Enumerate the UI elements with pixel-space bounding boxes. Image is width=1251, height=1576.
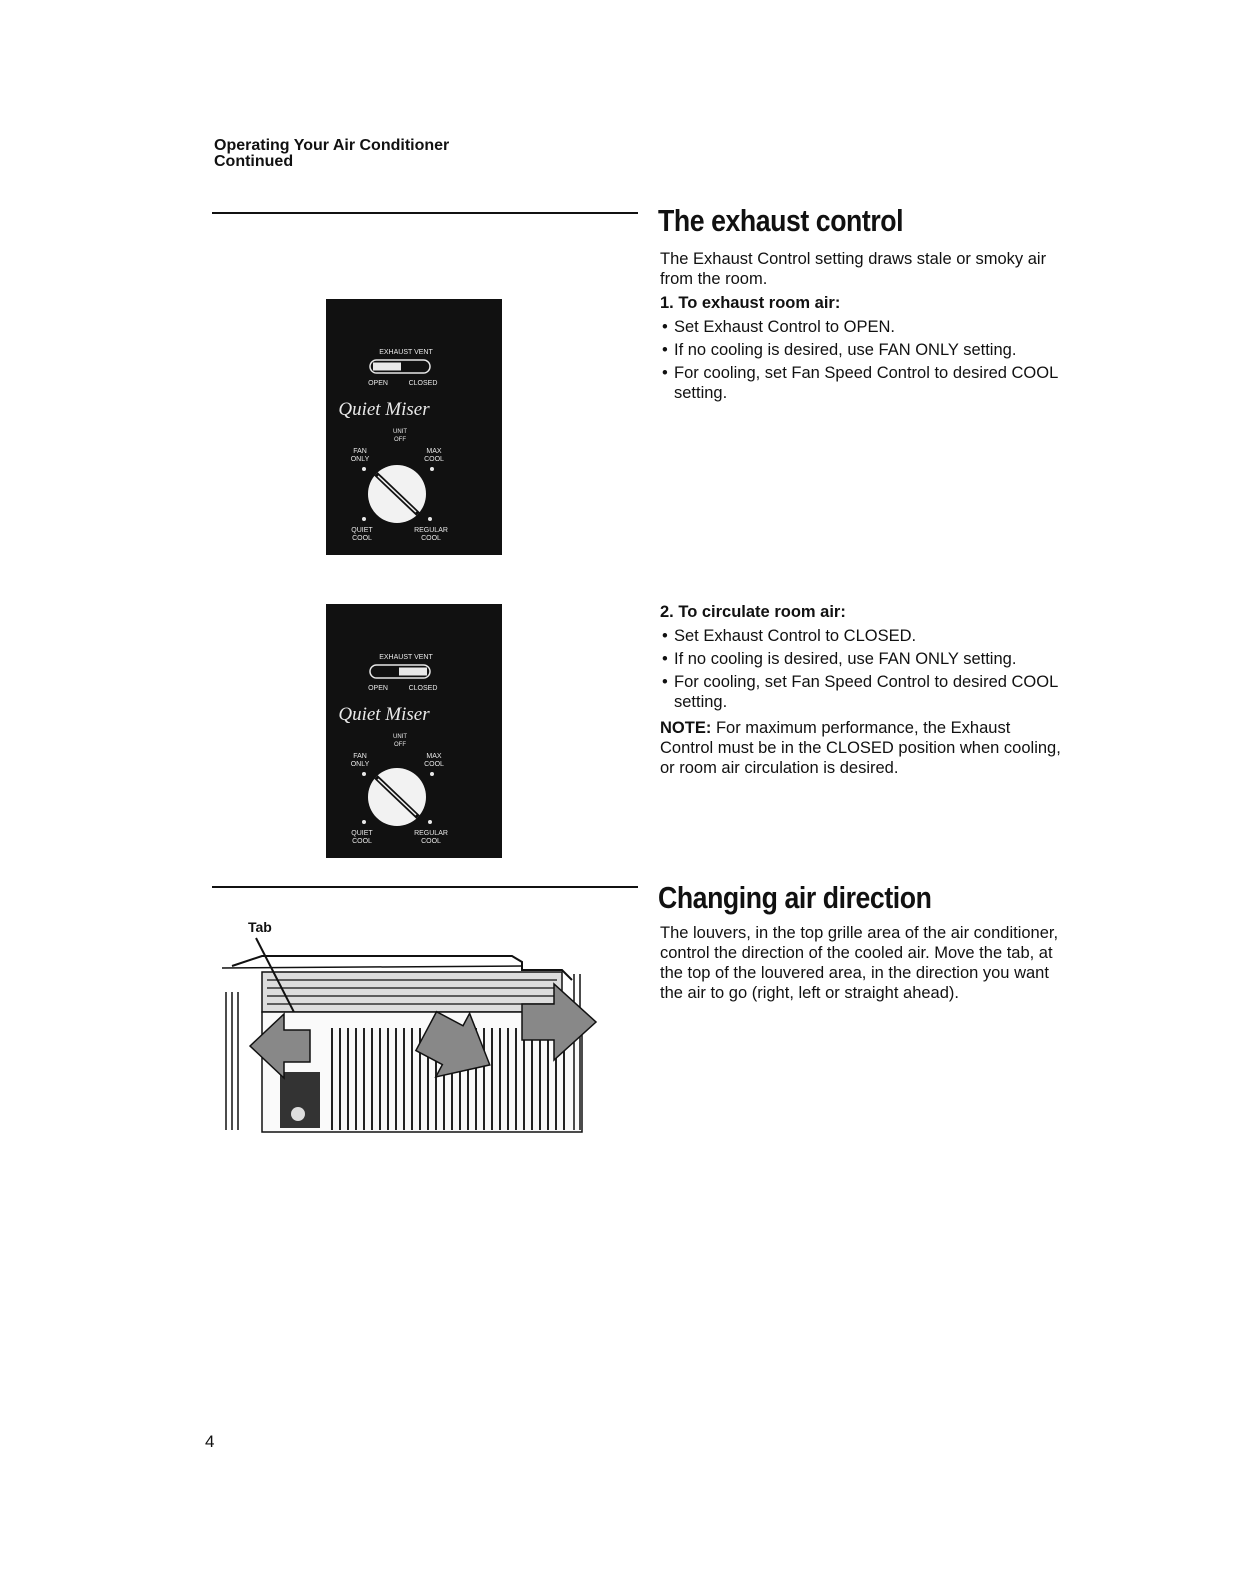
brand-name: Quiet Miser [338, 704, 430, 725]
fan-label: FAN [353, 448, 367, 455]
air-direction-body-block [660, 923, 1060, 1007]
step2-list [660, 626, 1065, 712]
cool-label: COOL [421, 838, 441, 845]
air-direction-body: The louvers, in the top grille area of the air conditioner, control the direction of the cooled air. Move the tab, at the top of the louvered area, in the direction you want the air to go (right, left or straight ahead). [660, 924, 1059, 1002]
vent-slider-knob [399, 668, 427, 676]
cool-label: COOL [421, 535, 441, 542]
exhaust-intro: The Exhaust Control setting draws stale or smoky air from the room. [660, 250, 1047, 288]
section-rule [212, 886, 638, 888]
dot [362, 772, 366, 776]
step2-heading: 2. To circulate room air: [660, 603, 846, 621]
air-direction-title: Changing air direction [658, 880, 932, 915]
unit-label: UNIT [393, 429, 407, 435]
only-label: ONLY [350, 456, 370, 463]
list-item: • For cooling, set Fan Speed Control to desired COOL setting. [660, 672, 1065, 712]
quiet-label: QUIET [351, 527, 373, 534]
list-item: • Set Exhaust Control to OPEN. [660, 317, 1065, 337]
brand-name: Quiet Miser [338, 399, 430, 420]
list-item: • If no cooling is desired, use FAN ONLY setting. [660, 340, 1065, 360]
page-number: 4 [205, 1432, 215, 1451]
dot [362, 517, 366, 521]
vent-label: EXHAUST VENT [379, 654, 433, 661]
step1-list [660, 317, 1065, 403]
vent-label: EXHAUST VENT [379, 349, 433, 356]
cool-label: COOL [352, 535, 372, 542]
cool-label: COOL [424, 761, 444, 768]
section-rule [212, 212, 638, 214]
running-header [214, 138, 449, 170]
list-item: • If no cooling is desired, use FAN ONLY setting. [660, 649, 1065, 669]
exhaust-intro-block [660, 249, 1065, 406]
louver-illustration [222, 918, 600, 1134]
note [660, 718, 1065, 778]
dot [428, 517, 432, 521]
dot [430, 467, 434, 471]
louver-grille [262, 972, 562, 1012]
step1-heading: 1. To exhaust room air: [660, 294, 841, 312]
quiet-label: QUIET [351, 830, 373, 837]
control-panel-open-illustration [326, 299, 502, 555]
cool-label: COOL [352, 838, 372, 845]
control-panel-closed-illustration [326, 604, 502, 858]
list-item: • For cooling, set Fan Speed Control to desired COOL setting. [660, 363, 1065, 403]
note-label: NOTE: [660, 719, 712, 737]
off-label: OFF [394, 437, 406, 443]
open-label: OPEN [368, 685, 388, 692]
off-label: OFF [394, 742, 406, 748]
open-label: OPEN [368, 380, 388, 387]
closed-label: CLOSED [408, 685, 438, 692]
max-label: MAX [426, 753, 442, 760]
dot [362, 820, 366, 824]
exhaust-section-title: The exhaust control [658, 203, 904, 238]
max-label: MAX [426, 448, 442, 455]
regular-label: REGULAR [414, 527, 448, 534]
list-item: • Set Exhaust Control to CLOSED. [660, 626, 1065, 646]
step2-block [660, 598, 1065, 782]
regular-label: REGULAR [414, 830, 448, 837]
tab-label: Tab [248, 919, 272, 935]
fan-label: FAN [353, 753, 367, 760]
dot [362, 467, 366, 471]
closed-label: CLOSED [408, 380, 438, 387]
note-text: For maximum performance, the Exhaust Control must be in the CLOSED position when cooling, or room air circulation is desired. [660, 719, 1061, 777]
dot [428, 820, 432, 824]
vent-slider-knob [373, 363, 401, 371]
header-subtitle: Continued [214, 153, 294, 170]
cool-label: COOL [424, 456, 444, 463]
unit-label: UNIT [393, 734, 407, 740]
header-title: Operating Your Air Conditioner [214, 137, 450, 154]
only-label: ONLY [350, 761, 370, 768]
dot [430, 772, 434, 776]
